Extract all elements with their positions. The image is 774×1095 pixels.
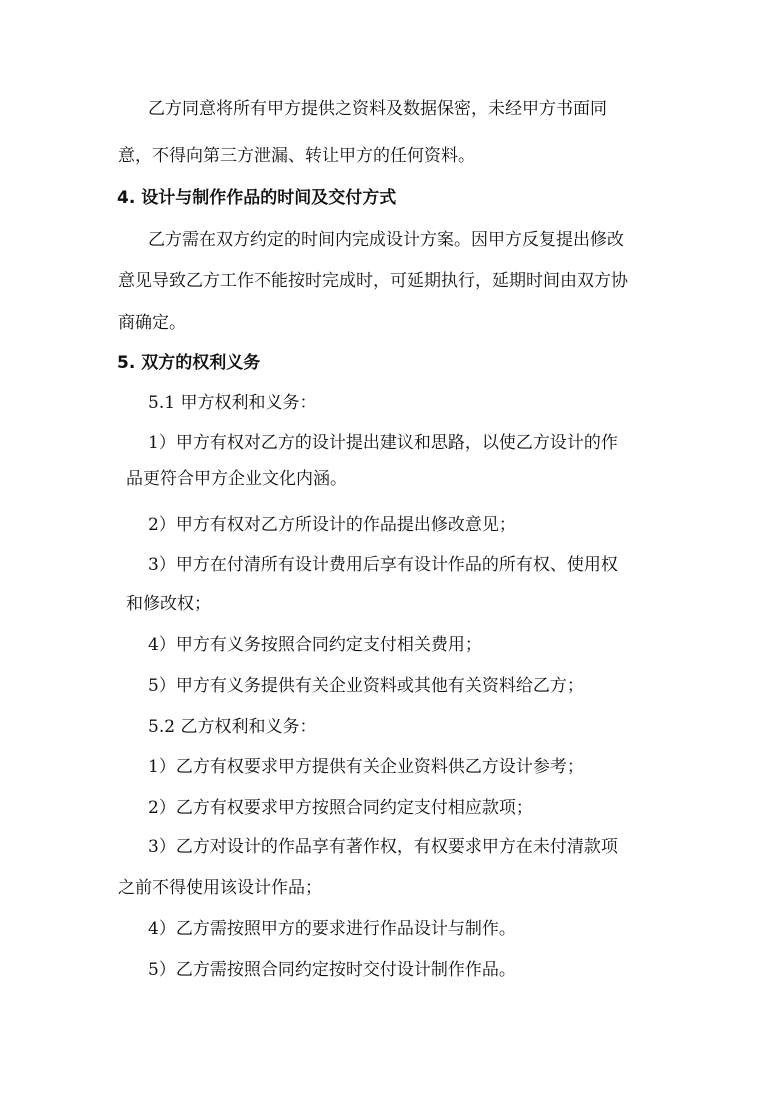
party-a-item-1-line-2: 品更符合甲方企业文化内涵。 [126,469,347,489]
party-a-title: 5.1 甲方权利和义务： [148,393,317,413]
party-a-item-1-line-1: 1）甲方有权对乙方的设计提出建议和思路，以使乙方设计的作 [148,433,618,453]
party-b-item-1: 1）乙方有权要求甲方提供有关企业资料供乙方设计参考； [148,757,584,777]
party-a-item-2: 2）甲方有权对乙方所设计的作品提出修改意见； [148,515,516,535]
confidentiality-line-2: 意，不得向第三方泄漏、转让甲方的任何资料。 [118,146,475,166]
section-4-line-2: 意见导致乙方工作不能按时完成时，可延期执行，延期时间由双方协 [118,271,628,291]
party-a-item-3-line-1: 3）甲方在付清所有设计费用后享有设计作品的所有权、使用权 [148,555,618,575]
party-b-item-2: 2）乙方有权要求甲方按照合同约定支付相应款项； [148,798,533,818]
party-b-item-3-line-1: 3）乙方对设计的作品享有著作权，有权要求甲方在未付清款项 [148,837,618,857]
section-4-line-1: 乙方需在双方约定的时间内完成设计方案。因甲方反复提出修改 [148,230,624,250]
party-a-item-5: 5）甲方有义务提供有关企业资料或其他有关资料给乙方； [148,676,584,696]
section-4-heading: 4. 设计与制作作品的时间及交付方式 [117,188,397,208]
party-b-item-3-line-2: 之前不得使用该设计作品； [118,878,322,898]
party-b-title: 5.2 乙方权利和义务： [148,717,317,737]
confidentiality-line-1: 乙方同意将所有甲方提供之资料及数据保密，未经甲方书面同 [148,99,607,119]
section-4-line-3: 商确定。 [118,313,186,333]
party-b-item-5: 5）乙方需按照合同约定按时交付设计制作作品。 [148,960,516,980]
party-b-item-4: 4）乙方需按照甲方的要求进行作品设计与制作。 [148,919,516,939]
party-a-item-3-line-2: 和修改权； [126,594,211,614]
party-a-item-4: 4）甲方有义务按照合同约定支付相关费用； [148,635,482,655]
section-5-heading: 5. 双方的权利义务 [117,353,261,373]
